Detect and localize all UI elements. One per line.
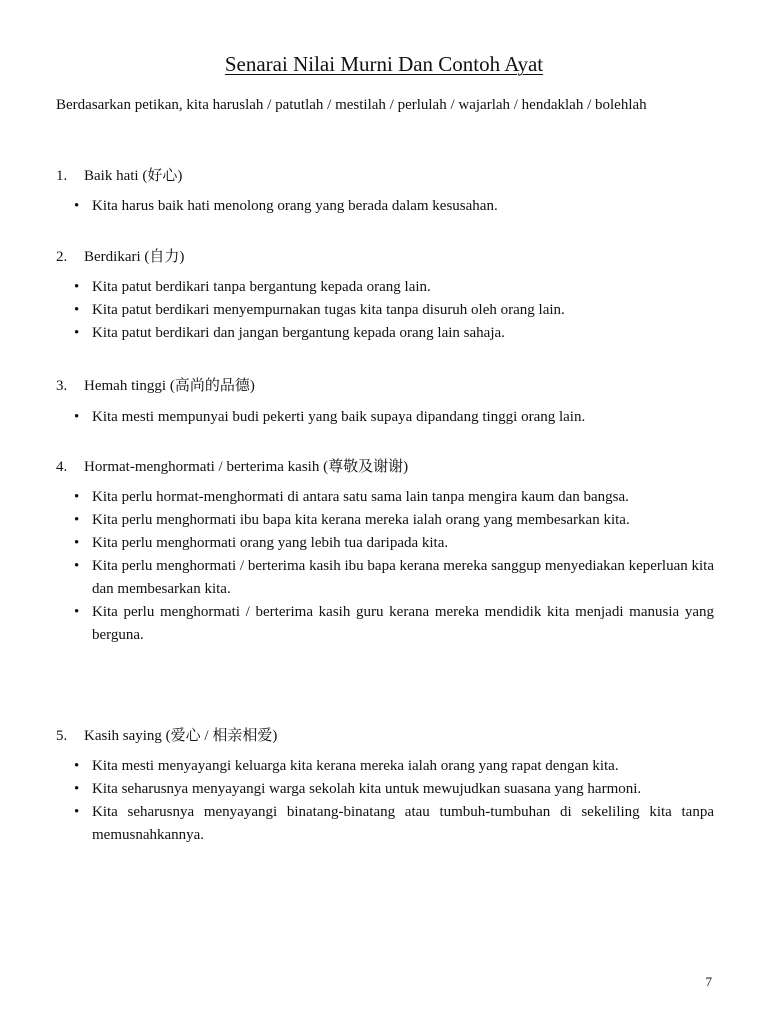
section-title: Hormat-menghormati / berterima kasih (尊敬及谢谢) (84, 459, 409, 475)
section-number: 1. (56, 168, 68, 184)
list-item: • Kita perlu menghormati orang yang lebih tua daripada kita. (74, 532, 714, 555)
bullet-list (74, 406, 714, 429)
section-title: Kasih saying (爱心 / 相亲相爱) (84, 728, 278, 744)
section-title: Baik hati (好心) (84, 168, 183, 184)
bullet-list (74, 276, 714, 345)
bullet-list (74, 755, 714, 847)
section-heading (56, 247, 184, 267)
list-item: • Kita patut berdikari menyempurnakan tugas kita tanpa disuruh oleh orang lain. (74, 299, 714, 322)
section-number: 3. (56, 378, 68, 394)
section-number: 4. (56, 459, 68, 475)
section-title: Berdikari (自力) (84, 249, 185, 265)
bullet-list (74, 486, 714, 647)
page-number: 7 (705, 974, 712, 989)
section-heading (56, 726, 277, 746)
section-heading (56, 457, 408, 477)
list-item: • Kita patut berdikari dan jangan bergantung kepada orang lain sahaja. (74, 322, 714, 345)
section-heading (56, 166, 182, 186)
page-title: Senarai Nilai Murni Dan Contoh Ayat (224, 52, 544, 76)
list-item: • Kita perlu menghormati / berterima kasih ibu bapa kerana mereka sanggup menyediakan keperluan kita dan membesarkan kita. (74, 555, 714, 601)
list-item: • Kita perlu menghormati ibu bapa kita kerana mereka ialah orang yang membesarkan kita. (74, 509, 714, 532)
section-number: 5. (56, 728, 68, 744)
section-heading (56, 376, 255, 396)
list-item: • Kita mesti mempunyai budi pekerti yang baik supaya dipandang tinggi orang lain. (74, 406, 714, 429)
list-item: • Kita harus baik hati menolong orang yang berada dalam kesusahan. (74, 195, 714, 218)
intro-paragraph: Berdasarkan petikan, kita haruslah / patutlah / mestilah / perlulah / wajarlah / hendaklah / bolehlah (56, 97, 647, 113)
list-item: • Kita patut berdikari tanpa bergantung kepada orang lain. (74, 276, 714, 299)
list-item: • Kita mesti menyayangi keluarga kita kerana mereka ialah orang yang rapat dengan kita. (74, 755, 714, 778)
list-item: • Kita seharusnya menyayangi binatang-binatang atau tumbuh-tumbuhan di sekeliling kita tanpa memusnahkannya. (74, 801, 714, 847)
list-item: • Kita perlu menghormati / berterima kasih guru kerana mereka mendidik kita menjadi manusia yang berguna. (74, 601, 714, 647)
bullet-list (74, 195, 714, 218)
list-item: • Kita seharusnya menyayangi warga sekolah kita untuk mewujudkan suasana yang harmoni. (74, 778, 714, 801)
section-number: 2. (56, 249, 68, 265)
section-title: Hemah tinggi (高尚的品德) (84, 378, 255, 394)
list-item: • Kita perlu hormat-menghormati di antara satu sama lain tanpa mengira kaum dan bangsa. (74, 486, 714, 509)
